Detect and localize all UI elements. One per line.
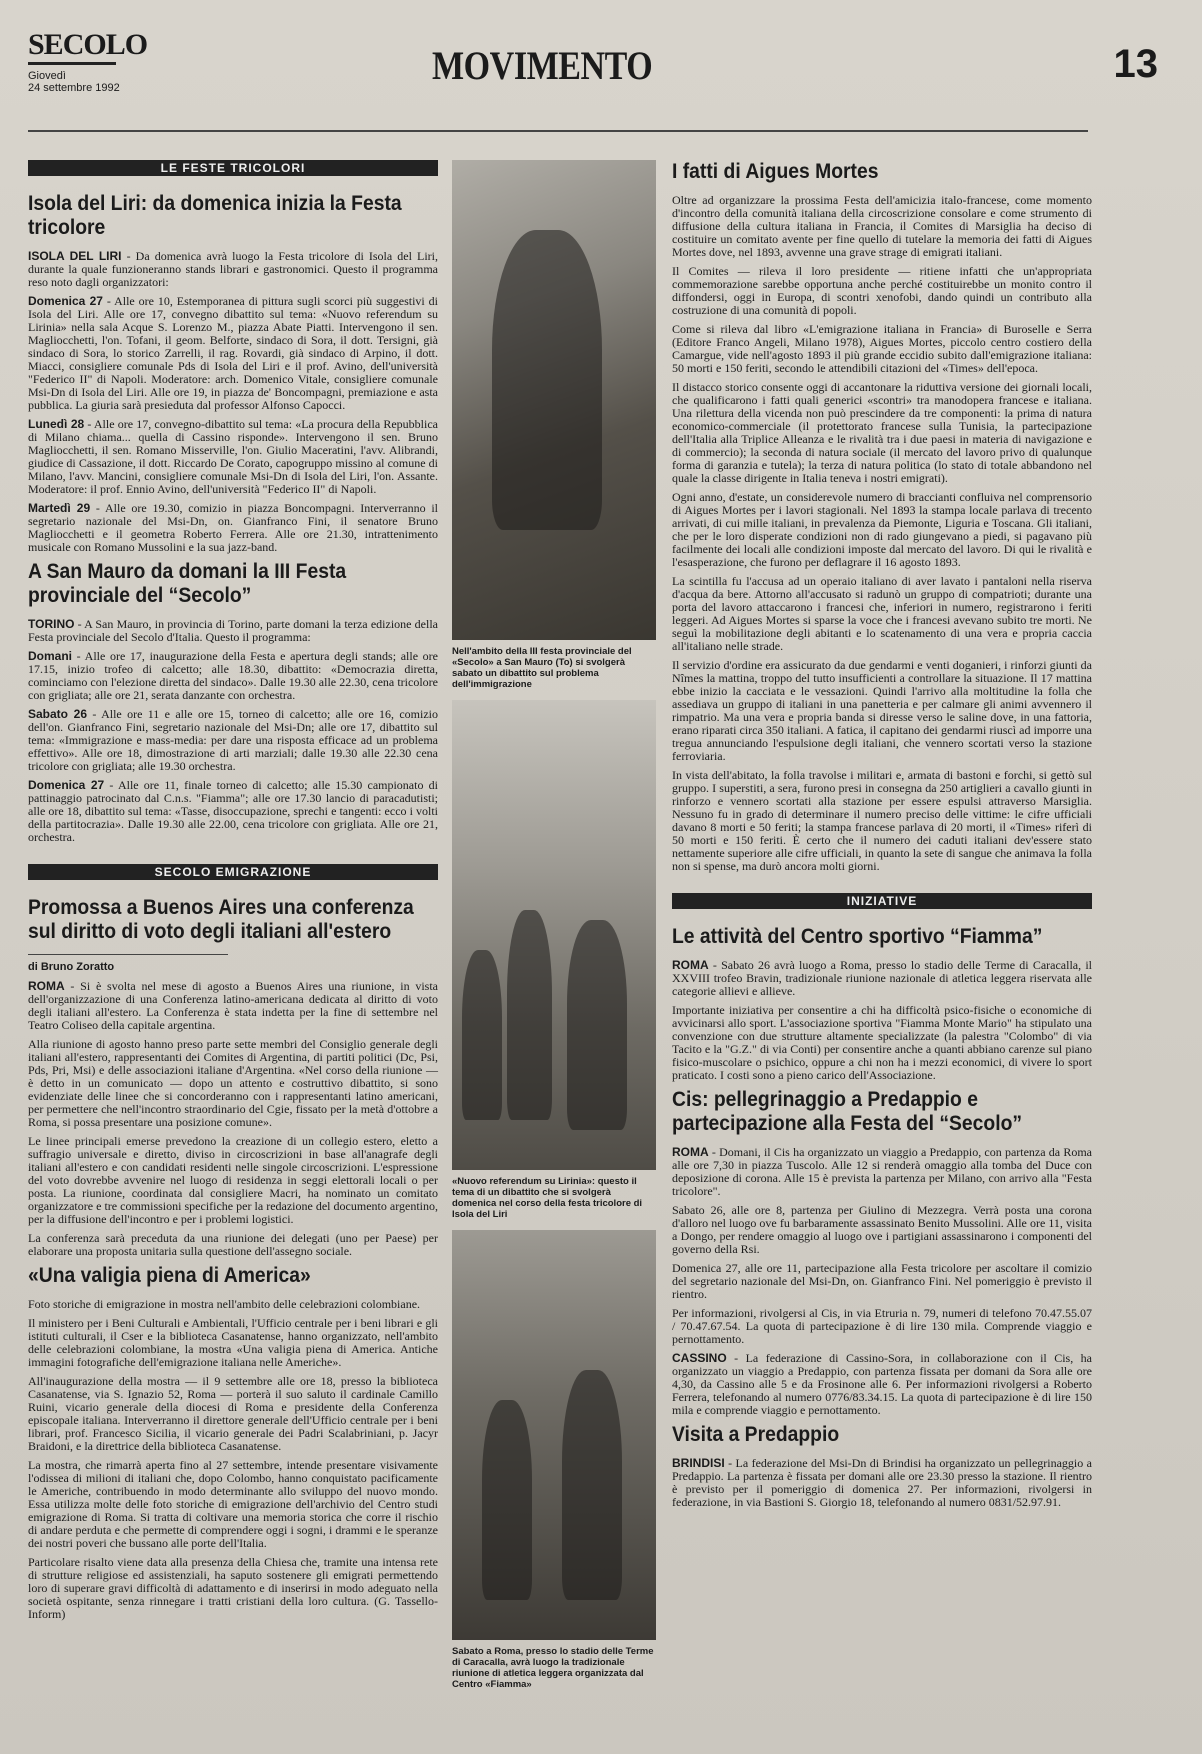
article-paragraph: Foto storiche di emigrazione in mostra nell'ambito delle celebrazioni colombiane.	[28, 1297, 421, 1311]
day-label: Domenica 27	[28, 778, 105, 792]
article-cis-predappio	[672, 1088, 1092, 1417]
paragraph-text: - La federazione di Cassino-Sora, in collaborazione con il Cis, ha organizzato un viaggio a Predappio, con partenza fissata per domani da Sora alle ore 4,30, da Cassino alle 5 e da Frosinone alle 6. Per informazioni rivolgersi a Roberto Ferrera, telefonando al numero 0776/83.34.15. La quota di partecipazione è di lire 150 mila e comprende viaggio e pernottamento.	[672, 1351, 1092, 1417]
dateline: TORINO	[28, 617, 75, 631]
day-label: Domenica 27	[28, 294, 103, 308]
article-paragraph	[28, 618, 438, 644]
paragraph-text: - Da domenica avrà luogo la Festa tricolore di Isola del Liri, durante la quale funzioneranno stands librari e gastronomici. Questo il programma reso noto dagli organizzatori:	[28, 249, 438, 289]
photo-figure	[492, 230, 602, 530]
byline: di Bruno Zoratto	[28, 954, 228, 974]
article-headline: Promossa a Buenos Aires una conferenza sul diritto di voto degli italiani all'estero	[28, 896, 414, 943]
photo-figure	[562, 1370, 622, 1600]
spacer	[672, 879, 1092, 893]
article-fiamma	[672, 925, 1092, 1082]
day-label: Lunedì 28	[28, 417, 85, 431]
article-paragraph: In vista dell'abitato, la folla travolse i militari e, armata di bastoni e forchi, si gettò sul gruppo. I superstiti, a sera, furono presi in consegna da 250 artiglieri a cavallo giunti in rinforzo e vennero scortati alla stazione per essere espulsi attraverso Marsiglia. Nessuno fu in grado di determinare il numero preciso delle vittime: le cifre ufficiali davano 8 morti e 50 feriti; la stampa francese parlava di 20 morti, il «Times» riferì di 50 morti e 150 feriti. È certo che il numero dei caduti italiani dev'essere stato nettamente superiore alle cifre ufficiali, in quanto la sete di sangue che animava la folla non si spense, ma durò ancora molti giorni.	[672, 768, 1092, 873]
paragraph-text: - La federazione del Msi-Dn di Brindisi ha organizzato un pellegrinaggio a Predappio. La partenza è fissata per domani alle ore 23.30 presso la stazione. Il rientro è previsto per il pomeriggio di domenica 27. Per informazioni, rivolgersi in federazione, in via Bastioni S. Giorgio 18, telefonando al numero 0831/52.97.91.	[672, 1456, 1092, 1509]
dateline: BRINDISI	[672, 1456, 725, 1470]
dateline: ROMA	[672, 1145, 709, 1159]
photo-caption: Sabato a Roma, presso lo stadio delle Terme di Caracalla, avrà luogo la tradizionale riunione di atletica leggera organizzata dal Centro «Fiamma»	[452, 1646, 654, 1690]
issue-full-date: 24 settembre 1992	[28, 82, 120, 94]
issue-day: Giovedì	[28, 70, 66, 82]
article-headline: A San Mauro da domani la III Festa provinciale del “Secolo”	[28, 560, 347, 607]
article-valigia	[28, 1264, 438, 1621]
article-paragraph	[28, 502, 438, 554]
article-paragraph: Il Comites — rileva il loro presidente — ritiene infatti che un'appropriata commemorazione sarebbe opportuna anche perché costituirebbe un monito contro il diffondersi, oggi in Europa, di scontri xenofobi, dando quindi un contributo alla costruzione di una comunità di popoli.	[672, 264, 1092, 317]
header-rule	[28, 130, 1088, 132]
article-headline: Le attività del Centro sportivo “Fiamma”	[672, 925, 1043, 948]
photo-caption: Nell'ambito della III festa provinciale del «Secolo» a San Mauro (To) si svolgerà sabato un dibattito sul problema dell'immigrazione	[452, 646, 632, 690]
article-paragraph	[28, 250, 438, 289]
day-label: Martedì 29	[28, 501, 91, 515]
article-paragraph: La conferenza sarà preceduta da una riunione dei delegati (uno per Paese) per elaborare una proposta unitaria sulla questione dell'assegno sociale.	[28, 1231, 438, 1258]
issue-date	[28, 70, 120, 94]
article-paragraph: Il servizio d'ordine era assicurato da due gendarmi e venti doganieri, i rinforzi giunti da Nîmes la mattina, troppo del tutto insufficienti a controllare la situazione. Il 17 mattina ebbe inizio la cacciata e le vessazioni. Quindi l'arrivo alla moltitudine la folla che assediava un gruppo di italiani in una panetteria e per calmare gli animi avvennero il rimpatrio. Ma una vera e propria banda si diresse verso le saline dove, in una fattoria, erano riparati circa 350 italiani. A fatica, il capitano dei gendarmi riuscì ad imporre una tregua annunciando l'espulsione degli italiani, che vennero scortati verso la stazione ferroviaria.	[672, 658, 1092, 763]
paragraph-text: - Si è svolta nel mese di agosto a Buenos Aires una riunione, in vista dell'organizzazione di una Conferenza latino-americana dedicata al diritto di voto degli italiani all'estero. La Conferenza è stata indetta per la fine di settembre nel Teatro Coliseo della capitale argentina.	[28, 979, 438, 1032]
article-visita-predappio	[672, 1423, 1092, 1509]
paragraph-text: - Alle ore 11 e alle ore 15, torneo di calcetto; alle ore 16, comizio dell'on. Gianfranco Fini, segretario nazionale del Msi-Dn; alle ore 17, dibattito sul tema: «Immigrazione e mass-media: per dare una risposta efficace ad un problema effettivo». Alle ore 18, dimostrazione di arti marziali; dalle 19.30 alle 22.30 cena tricolore con grigliata; alle 19.30 orchestra.	[28, 707, 438, 773]
masthead	[28, 22, 1178, 117]
article-paragraph: Alla riunione di agosto hanno preso parte sette membri del Consiglio generale degli italiani all'estero, rappresentanti dei Comites di Argentina, di partiti politici (Dc, Psi, Pds, Pri, Msi) e delle associazioni italiane d'Argentina. «Nel corso della riunione — è detto in un comunicato — dopo un attento e costruttivo dibattito, si sono evidenziate delle linee che si concorderanno con i rappresentanti latino americani, per permettere che nell'incontro straordinario del Cgie, fissato per la metà d'ottobre a Roma, si possa presentare una posizione comune».	[28, 1037, 438, 1129]
spacer	[28, 850, 438, 864]
article-paragraph: Per informazioni, rivolgersi al Cis, in via Etruria n. 79, numeri di telefono 70.47.55.07 / 70.47.67.54. La quota di partecipazione è di lire 130 mila. Comprende viaggio e pernottamento.	[672, 1306, 1092, 1346]
article-paragraph: Oltre ad organizzare la prossima Festa dell'amicizia italo-francese, come momento d'incontro della comunità italiana della circoscrizione consolare e come strumento di diffusione della cultura italiana in Francia, il Comites di Marsiglia ha deciso di costituire un comitato avente per fine quello di tutelare la memoria dei fatti di Aigues Mortes dove, nel 1893, avvenne una grave strage di emigrati italiani.	[672, 193, 1092, 259]
photo-caption: «Nuovo referendum su Lirinia»: questo il tema di un dibattito che si svolgerà domenica nel corso della festa tricolore di Isola del Liri	[452, 1176, 643, 1220]
article-paragraph	[672, 959, 1092, 998]
paragraph-text: - Domani, il Cis ha organizzato un viaggio a Predappio, con partenza da Roma alle ore 7,30 in piazza Tuscolo. Alle 12 si renderà omaggio alla tomba del Duce con deposizione di corona. Alle 15 è prevista la partenza per Milano, con arrivo alla "Festa tricolore".	[672, 1145, 1092, 1198]
photo-figure	[462, 950, 502, 1120]
day-label: Sabato 26	[28, 707, 88, 721]
newspaper-logo: SECOLO	[28, 28, 148, 61]
photo-column	[452, 160, 656, 1700]
article-buenos-aires	[28, 896, 438, 1258]
article-paragraph: La mostra, che rimarrà aperta fino al 27 settembre, intende presentare visivamente l'odissea di milioni di italiani che, dopo Colombo, hanno conquistato pacificamente le Americhe, contribuendo in modo determinante allo sviluppo del nuovo mondo. Essa utilizza molte delle foto storiche di emigrazione dell'archivio del Centro studi emigrazione di Roma. Si tratta di coltivare una memoria storica che corre il rischio di andare perduta e che permette di comprendere oggi i sogni, i drammi e le speranze dei nostri poveri che bussano alle porte dell'Italia.	[28, 1458, 438, 1550]
article-paragraph: Domenica 27, alle ore 11, partecipazione alla Festa tricolore per ascoltare il comizio del segretario nazionale del Msi-Dn, on. Gianfranco Fini. Nel pomeriggio è previsto il rientro.	[672, 1261, 1092, 1301]
photo-figure	[482, 1400, 532, 1600]
paragraph-text: - Alle ore 11, finale torneo di calcetto; alle 15.30 campionato di pattinaggio patrocinato dal C.n.s. "Fiamma"; alle ore 17.30 lancio di paracadutisti; alle ore 18, dibattito sul tema: «Tasse, disoccupazione, sprechi e tangenti: ecco i volti della partitocrazia». Dalle 19.30 alle 22.00, cena tricolore con grigliata. Alle ore 21, orchestra.	[28, 778, 438, 844]
article-isola-del-liri	[28, 192, 438, 554]
article-san-mauro	[28, 560, 438, 844]
page-number: 13	[1113, 42, 1158, 86]
dateline: ROMA	[672, 958, 709, 972]
article-paragraph	[672, 1457, 1092, 1509]
article-paragraph: Importante iniziativa per consentire a chi ha difficoltà psico-fisiche o economiche di avvicinarsi allo sport. L'associazione sportiva "Fiamma Monte Mario" ha stipulato una convenzione con due strutture altamente specializzate (la palestra "Colombo" di via Tacito e la "G.Z." di via Conti) per consentire anche a quanti abbiano carenze sul piano fisico-muscolare o psichico, oppure a chi non ha i mezzi economici, di vivere lo sport praticato. I costi sono a pieno carico dell'Associazione.	[672, 1003, 1092, 1082]
article-paragraph: Il distacco storico consente oggi di accantonare la riduttiva versione dei giornali locali, che qualificarono i fatti quali generici «scontri» tra manodopera francese e italiana. Una rilettura della vicenda non può prescindere da tre componenti: la prima di natura economico-commerciale (il protettorato francese sulla Tunisia, la partecipazione dell'Italia alla Triplice Alleanza e le rivalità tra i due paesi in materia di navigazione e di commercio); la seconda di natura sociale (il mercato del lavoro privo di qualunque forma di garanzia e tutela); la terza di natura politica (lo stato di totale abbandono nel quale la classe dirigente in Italia teneva i nostri emigrati).	[672, 380, 1092, 485]
photo-figure	[567, 920, 627, 1130]
photo-athletics	[452, 1230, 656, 1640]
article-paragraph: Come si rileva dal libro «L'emigrazione italiana in Francia» di Buroselle e Serra (Editore Franco Angeli, Milano 1978), Aigues Mortes, piccolo centro costiero della Camargue, vide nell'agosto 1893 il più grande eccidio subito dall'emigrazione italiana: 50 morti e 150 feriti, secondo le attendibili citazioni del «Times» dell'epoca.	[672, 322, 1092, 375]
article-paragraph	[28, 418, 438, 496]
article-paragraph	[28, 650, 438, 702]
article-paragraph	[672, 1352, 1092, 1417]
paragraph-text: - Sabato 26 avrà luogo a Roma, presso lo stadio delle Terme di Caracalla, il XXVIII trofeo Bravin, tradizionale riunione nazionale di atletica leggera riservata alle categorie allievi e allieve.	[672, 958, 1092, 998]
photo-immigrant	[452, 160, 656, 640]
day-label: Domani	[28, 649, 73, 663]
section-title: MOVIMENTO	[432, 43, 653, 88]
photo-referendum-lirinia	[452, 700, 656, 1170]
paragraph-text: - Alle ore 19.30, comizio in piazza Boncompagni. Interverranno il segretario nazionale del Msi-Dn, on. Gianfranco Fini, il senatore Bruno Magliocchetti e il geometra Roberto Ferrera. Alle ore 21.30, intrattenimento musicale con Romano Mussolini e la sua jazz-band.	[28, 501, 438, 554]
logo-underline	[28, 62, 116, 65]
article-paragraph: All'inaugurazione della mostra — il 9 settembre alle ore 18, presso la biblioteca Casanatense, via S. Ignazio 52, Roma — porterà il suo saluto il cardinale Camillo Ruini, vicario generale della diocesi di Roma e presidente della Conferenza episcopale italiana. Interverranno il direttore generale dell'Ufficio centrale per i beni librari, prof. Francesco Sicilia, il vicario generale dei Padri Scalabriniani, p. Jacyr Braidoni, e la direttrice della biblioteca Casanatense.	[28, 1374, 438, 1453]
left-column	[28, 160, 438, 1627]
article-headline: Isola del Liri: da domenica inizia la Festa tricolore	[28, 192, 402, 239]
article-paragraph	[28, 980, 438, 1032]
article-paragraph: Le linee principali emerse prevedono la creazione di un collegio estero, eletto a suffragio universale e diretto, diviso in circoscrizioni in base all'anagrafe degli italiani all'estero e con candidati residenti nelle singole circoscrizioni. L'espressione del voto dovrebbe avvenire nel luogo di residenza in seggi elettorali locali o per posta. La riunione, coordinata dal consigliere Macri, ha nominato un comitato organizzatore e tre commissioni specifiche per la redazione del documento argentino, per la diffusione dell'incontro e per i problemi logistici.	[28, 1134, 438, 1226]
article-paragraph: Il ministero per i Beni Culturali e Ambientali, l'Ufficio centrale per i beni librari e gli istituti culturali, il Cser e la biblioteca Casanatense, hanno organizzato, nell'ambito delle celebrazioni colombiane, la mostra «Una valigia piena di America. Antiche immagini fotografiche dell'emigrazione italiana nelle Americhe».	[28, 1316, 438, 1369]
section-banner-feste: LE FESTE TRICOLORI	[28, 160, 438, 176]
article-headline: «Una valigia piena di America»	[28, 1264, 311, 1287]
paragraph-text: - Alle ore 10, Estemporanea di pittura sugli scorci più suggestivi di Isola del Liri. Alle ore 17, convegno dibattito sul tema: «Nuovo referendum su Lirinia» nella sala Acque S. Lorenzo M., piazza Abate Piatti. Intervengono il sen. Magliocchetti, l'on. Tofani, il geom. Belforte, sindaco di Sora, il dott. Tersigni, già sindaco di Sora, lo storico Zarrelli, il rag. Rovardi, già sindaco di Arpino, il dott. Miacci, consigliere comunale Pds di Isola del Liri e il prof. Avino, dell'università "Federico II" di Napoli. Moderatore: arch. Domenico Vitale, consigliere comunale Msi-Dn di Isola del Liri. Alle ore 19, in piazza de' Boncompagni, premiazione e asta pubblica. La giuria sarà presieduta dal professor Alfonso Capocci.	[28, 294, 438, 412]
article-paragraph: Particolare risalto viene data alla presenza della Chiesa che, tramite una intensa rete di strutture religiose ed assistenziali, ha saputo sostenere gli emigrati permettendo loro di superare gravi difficoltà di adattamento e di inserirsi in modo adeguato nella società ospitante, senza rinnegare i tratti cristiani della loro cultura. (G. Tassello-Inform)	[28, 1555, 438, 1621]
dateline: ROMA	[28, 979, 65, 993]
article-headline: Visita a Predappio	[672, 1423, 840, 1446]
article-paragraph: Sabato 26, alle ore 8, partenza per Giulino di Mezzegra. Verrà posta una corona d'alloro nel luogo ove fu barbaramente assassinato Benito Mussolini. Alle ore 11, visita a Dongo, per rendere omaggio al luogo ove i partigiani assassinarono i componenti del governo della Rsi.	[672, 1203, 1092, 1256]
section-banner-iniziative: INIZIATIVE	[672, 893, 1092, 909]
article-paragraph: La scintilla fu l'accusa ad un operaio italiano di aver lavato i pantaloni nella riserva d'acqua da bere. Attorno all'accusato si radunò un gruppo di compatrioti; durante una porta del lavoro attaccarono i francesi che, inferiori in numero, registrarono i feriti leggeri. Ad Aigues Mortes si sparse la voce che i francesi avevano subito tre morti. Ne seguì la mobilitazione degli abitanti e lo scatenamento di una vera e propria caccia all'italiano nelle strade.	[672, 574, 1092, 653]
paragraph-text: - A San Mauro, in provincia di Torino, parte domani la terza edizione della Festa provinciale del Secolo d'Italia. Questo il programma:	[28, 617, 438, 644]
article-paragraph	[28, 708, 438, 773]
photo-figure	[507, 910, 552, 1120]
article-headline: I fatti di Aigues Mortes	[672, 160, 879, 183]
dateline: CASSINO	[672, 1351, 727, 1365]
article-paragraph: Ogni anno, d'estate, un considerevole numero di braccianti confluiva nel comprensorio di Aigues Mortes per i lavori stagionali. Nel 1893 la stampa locale parlava di trecento arrivati, di cui mille italiani, in prevalenza da Piemonte, Liguria e Toscana. Gli italiani, che per le loro disperate condizioni non di rado giungevano a piedi, si pagavano più facilmente dei locali alle condizioni imposte dal mercato del lavoro. Di qui le rivalità e l'esasperazione, che furono per deflagrare il 16 agosto 1893.	[672, 490, 1092, 569]
article-paragraph	[28, 295, 438, 412]
article-paragraph	[672, 1146, 1092, 1198]
article-paragraph	[28, 779, 438, 844]
article-aigues-mortes	[672, 160, 1092, 873]
paragraph-text: - Alle ore 17, convegno-dibattito sul tema: «La procura della Repubblica di Milano chiama... quella di Cassino risponde». Intervengono il sen. Bruno Magliocchetti, il sen. Romano Misserville, l'on. Giulio Maceratini, l'avv. Alibrandi, giudice di Cassazione, il dott. Riccardo De Corato, capogruppo missino al comune di Milano, l'avv. Mancini, consigliere comunale Msi-Dn di Isola del Liri, l'on. Assante. Moderatore: il prof. Ennio Avino, dell'università "Federico II" di Napoli.	[28, 417, 438, 496]
paragraph-text: - Alle ore 17, inaugurazione della Festa e apertura degli stands; alle ore 17.15, inizio trofeo di calcetto; alle 18.30, dibattito: «Democrazia diretta, cominciamo con l'elezione diretta del sindaco». Dalle 19.30 alle 22.30, cena tricolore con grigliata; alle ore 21, serata danzante con orchestra.	[28, 649, 438, 702]
dateline: ISOLA DEL LIRI	[28, 249, 122, 263]
article-headline: Cis: pellegrinaggio a Predappio e partecipazione alla Festa del “Secolo”	[672, 1088, 1023, 1135]
section-banner-emigrazione: SECOLO EMIGRAZIONE	[28, 864, 438, 880]
right-column	[672, 160, 1092, 1515]
